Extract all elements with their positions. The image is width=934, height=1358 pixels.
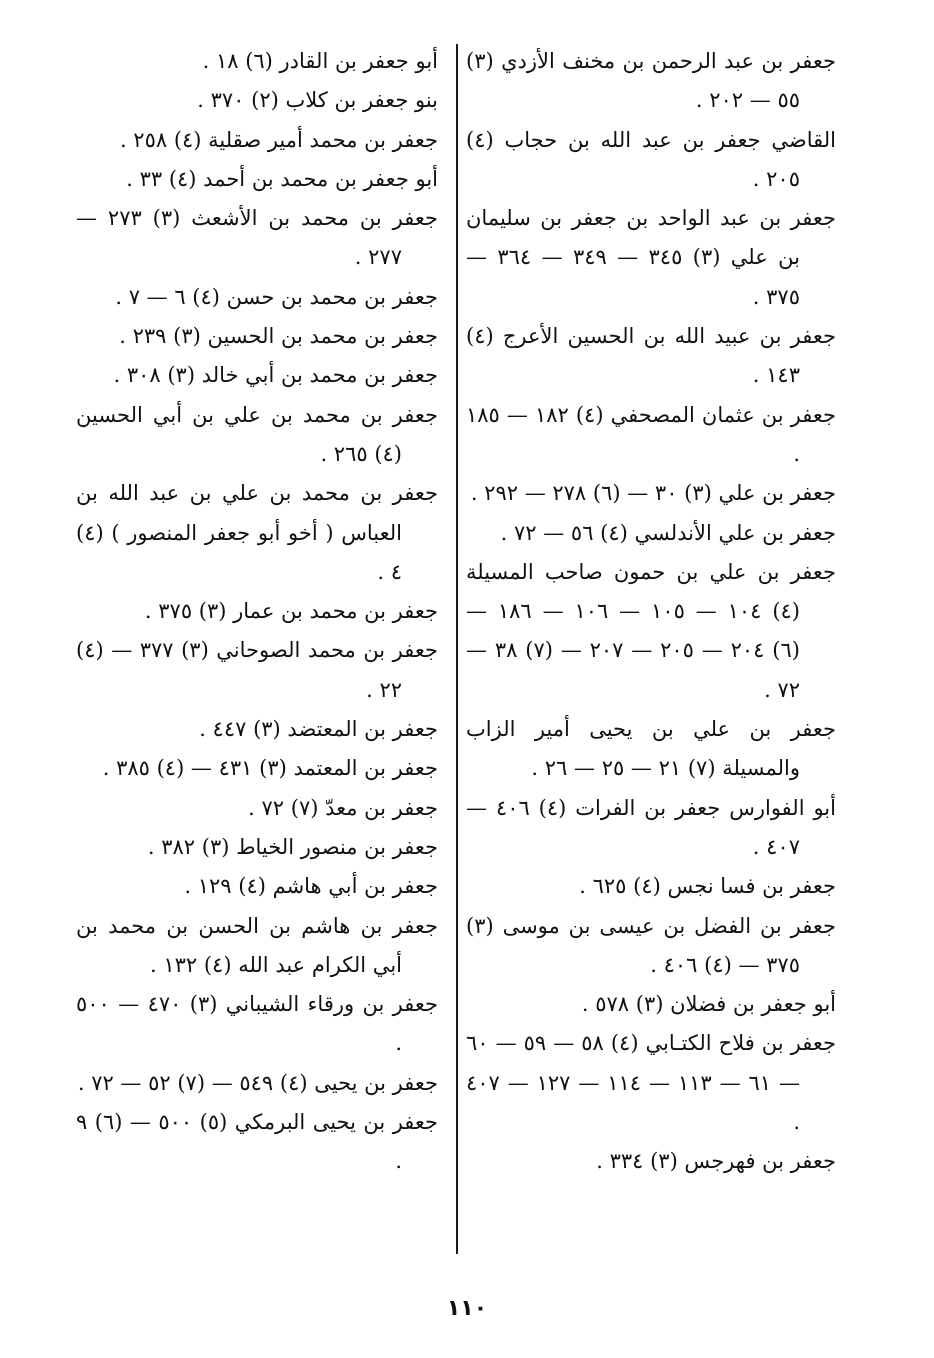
index-entry: جعفر بن أبي هاشم (٤) ١٢٩ . bbox=[184, 874, 438, 899]
index-entry: جعفر بن عبد الرحمن بن مخنف الأزدي (٣) ٥٥ — ٢٠٢ . bbox=[466, 49, 836, 113]
index-entry: جعفر بن محمد بن الحسين (٣) ٢٣٩ . bbox=[119, 324, 438, 349]
index-entry: أبو جعفر بن فضلان (٣) ٥٧٨ . bbox=[581, 992, 836, 1017]
page-number: ١١٠ bbox=[446, 1296, 488, 1321]
index-entry: جعفر بن محمد بن أبي خالد (٣) ٣٠٨ . bbox=[113, 363, 438, 388]
index-entry: جعفر بن معدّ (٧) ٧٢ . bbox=[248, 795, 438, 820]
index-entry: جعفر بن علي الأندلسي (٤) ٥٦ — ٧٢ . bbox=[500, 520, 836, 545]
index-entry: أبو الفوارس جعفر بن الفرات (٤) ٤٠٦ — ٤٠٧ . bbox=[466, 795, 836, 859]
index-entry: جعفر بن فهرجس (٣) ٣٣٤ . bbox=[596, 1149, 836, 1174]
index-entry: جعفر بن عبيد الله بن الحسين الأعرج (٤) ١٤٣ . bbox=[466, 324, 836, 388]
index-entry: أبو جعفر بن محمد بن أحمد (٤) ٣٣ . bbox=[126, 166, 438, 191]
index-entry: جعفر بن محمد بن علي بن أبي الحسين (٤) ٢٦٥ . bbox=[76, 402, 438, 466]
index-entry: جعفر بن ورقاء الشيباني (٣) ٤٧٠ — ٥٠٠ . bbox=[76, 992, 439, 1056]
index-entry: جعفر بن محمد الصوحاني (٣) ٣٧٧ — (٤) ٢٢ . bbox=[76, 638, 438, 702]
index-entry: القاضي جعفر بن عبد الله بن حجاب (٤) ٢٠٥ . bbox=[466, 127, 836, 191]
index-entry: جعفر بن يحيى (٤) ٥٤٩ — (٧) ٥٢ — ٧٢ . bbox=[77, 1070, 438, 1095]
index-entry: جعفر بن هاشم بن الحسن بن محمد بن أبي الكرام عبد الله (٤) ١٣٢ . bbox=[76, 913, 438, 977]
index-entry: جعفر بن محمد بن حسن (٤) ٦ — ٧ . bbox=[115, 284, 438, 309]
index-entry: جعفر بن منصور الخياط (٣) ٣٨٢ . bbox=[147, 834, 438, 859]
index-entry: جعفر بن المعتمد (٣) ٤٣١ — (٤) ٣٨٥ . bbox=[102, 756, 438, 781]
index-entry: جعفر بن الفضل بن عيسى بن موسى (٣) ٣٧٥ — (٤) ٤٠٦ . bbox=[466, 913, 836, 977]
index-entry: جعفر بن المعتضد (٣) ٤٤٧ . bbox=[199, 717, 438, 742]
index-entry: جعفر بن عبد الواحد بن جعفر بن سليمان بن علي (٣) ٣٤٥ — ٣٤٩ — ٣٦٤ — ٣٧٥ . bbox=[466, 206, 836, 309]
index-entry: جعفر بن علي بن يحيى أمير الزاب والمسيلة (٧) ٢١ — ٢٥ — ٢٦ . bbox=[466, 717, 836, 781]
index-entry: أبو جعفر بن القادر (٦) ١٨ . bbox=[202, 49, 438, 73]
index-column-left bbox=[76, 42, 438, 1182]
index-entry: جعفر بن محمد بن الأشعث (٣) ٢٧٣ — ٢٧٧ . bbox=[76, 206, 438, 270]
index-entry: جعفر بن محمد أمير صقلية (٤) ٢٥٨ . bbox=[119, 127, 438, 152]
index-entry: جعفر بن عثمان المصحفي (٤) ١٨٢ — ١٨٥ . bbox=[466, 402, 836, 466]
index-entry: جعفر بن فلاح الكتـابي (٤) ٥٨ — ٥٩ — ٦٠ — ٦١ — ١١٣ — ١١٤ — ١٢٧ — ٤٠٧ . bbox=[466, 1031, 836, 1135]
index-entry: جعفر بن فسا نجس (٤) ٦٢٥ . bbox=[579, 874, 836, 899]
index-entry: جعفر بن علي بن حمون صاحب المسيلة (٤) ١٠٤ — ١٠٥ — ١٠٦ — ١٨٦ — (٦) ٢٠٤ — ٢٠٥ — ٢٠٧ — (٧) ٣٨ — ٧٢ . bbox=[466, 559, 836, 702]
index-entry: جعفر بن علي (٣) ٣٠ — (٦) ٢٧٨ — ٢٩٢ . bbox=[470, 481, 836, 506]
index-column-right bbox=[466, 42, 836, 1182]
index-entry: جعفر بن محمد بن عمار (٣) ٣٧٥ . bbox=[144, 599, 438, 624]
column-divider bbox=[456, 44, 458, 1254]
index-entry: جعفر بن محمد بن علي بن عبد الله بن العباس ( أخو أبو جعفر المنصور ) (٤) ٤ . bbox=[76, 481, 438, 584]
index-entry: بنو جعفر بن كلاب (٢) ٣٧٠ . bbox=[197, 88, 438, 113]
index-entry: جعفر بن يحيى البرمكي (٥) ٥٠٠ — (٦) ٩ . bbox=[76, 1110, 439, 1174]
